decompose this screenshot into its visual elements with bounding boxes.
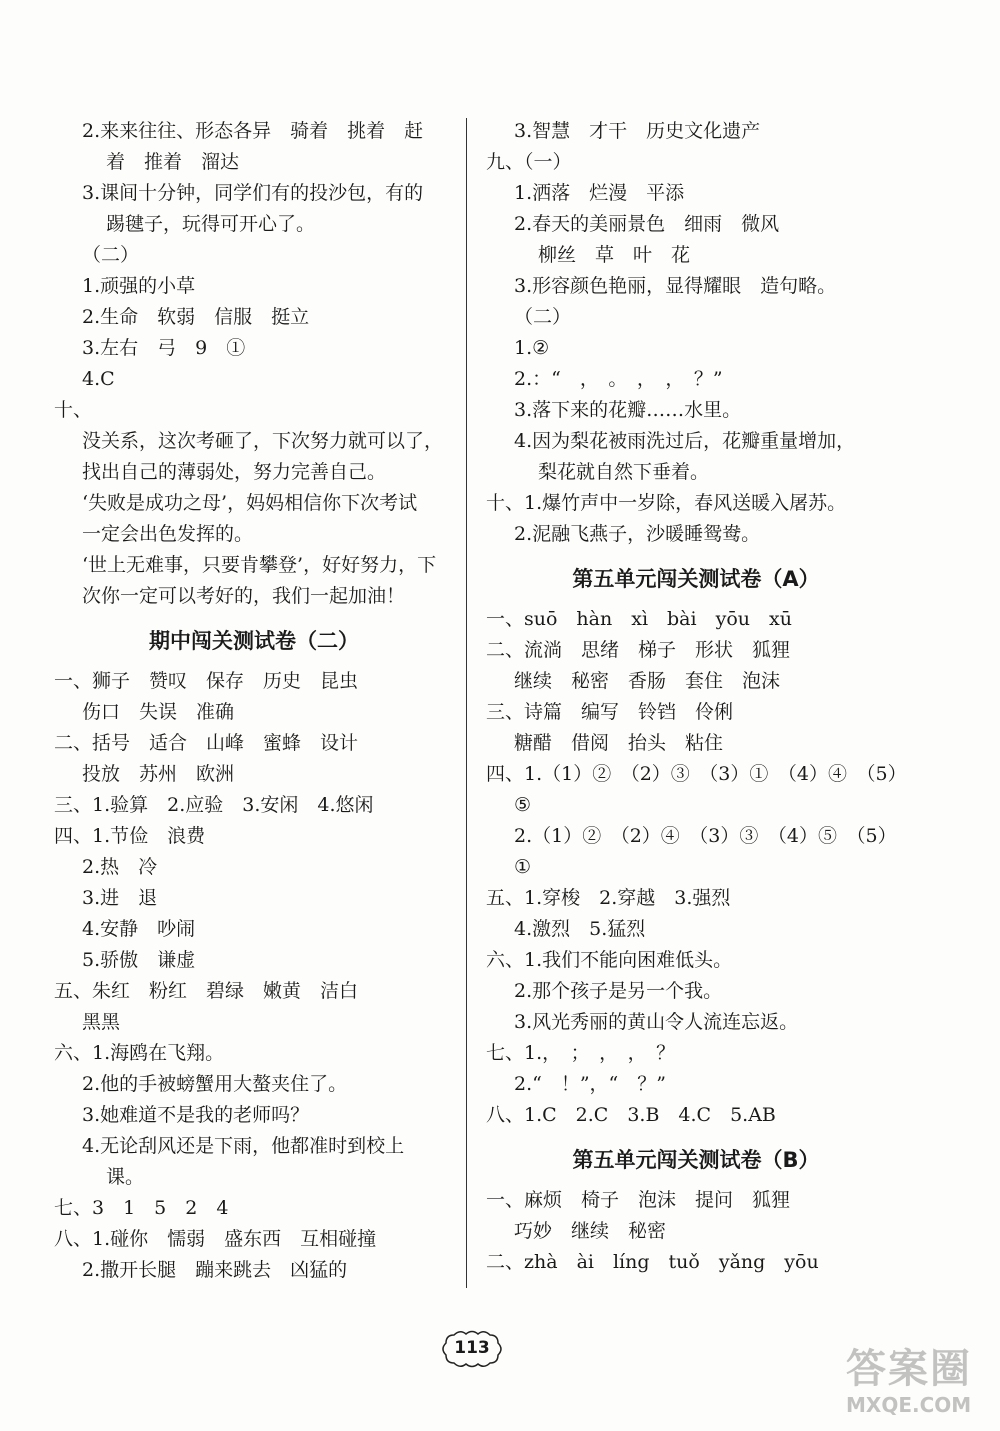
answer-line: 三、诗篇 编写 铃铛 伶俐 (486, 701, 734, 723)
answer-line: 5.骄傲 谦虚 (82, 949, 196, 971)
answer-line: 七、3 1 5 2 4 (54, 1197, 229, 1219)
page-number-badge (440, 1329, 504, 1369)
answer-line: 黑黑 (82, 1011, 121, 1033)
answer-line: 2.：“ ， 。 ， ， ？” (514, 368, 723, 390)
answer-line: 2.他的手被螃蟹用大螯夹住了。 (82, 1073, 348, 1095)
answer-line: 二、zhà ài líng tuǒ yǎng yōu (486, 1251, 819, 1273)
answer-line: 2.泥融飞燕子，沙暖睡鸳鸯。 (514, 523, 761, 545)
answer-line: 3.智慧 才干 历史文化遗产 (514, 120, 761, 142)
answer-line: 六、1.我们不能向困难低头。 (486, 949, 733, 971)
answer-line: 九、（一） (486, 151, 572, 173)
section-title: 第五单元闯关测试卷（B） (572, 1148, 820, 1172)
answer-line: 二、括号 适合 山峰 蜜蜂 设计 (54, 732, 359, 754)
answer-line: 六、1.海鸥在飞翔。 (54, 1042, 225, 1064)
answer-line: 三、1.验算 2.应验 3.安闲 4.悠闲 (54, 794, 374, 816)
column-divider (466, 118, 467, 1288)
answer-line: 3.形容颜色艳丽，显得耀眼 造句略。 (514, 275, 837, 297)
answer-line: 五、朱红 粉红 碧绿 嫩黄 洁白 (54, 980, 359, 1002)
right-column (486, 116, 906, 1278)
answer-line: 4.因为梨花被雨洗过后，花瓣重量增加， (514, 430, 856, 452)
answer-line: 投放 苏州 欧洲 (82, 763, 235, 785)
answer-line: （二） (514, 306, 572, 328)
answer-line: 柳丝 草 叶 花 (538, 244, 691, 266)
answer-line: 一、麻烦 椅子 泡沫 提问 狐狸 (486, 1189, 791, 1211)
answer-line: 踢毽子，玩得可开心了。 (106, 213, 316, 235)
answer-line: 梨花就自然下垂着。 (538, 461, 710, 483)
answer-line: 2.来来往往、形态各异 骑着 挑着 赶 (82, 120, 424, 142)
answer-line: ⑤ (514, 794, 532, 816)
answer-line: 3.进 退 (82, 887, 158, 909)
answer-line: ‘失败是成功之母’，妈妈相信你下次考试 (82, 492, 418, 514)
answer-line: ‘世上无难事，只要肯攀登’，好好努力，下 (82, 554, 437, 576)
watermark-text: 答案圈 (846, 1346, 972, 1392)
answer-line: 巧妙 继续 秘密 (514, 1220, 667, 1242)
answer-line: 找出自己的薄弱处，努力完善自己。 (82, 461, 387, 483)
answer-line: 伤口 失误 准确 (82, 701, 235, 723)
answer-line: 一定会出色发挥的。 (82, 523, 254, 545)
answer-line: 继续 秘密 香肠 套住 泡沫 (514, 670, 781, 692)
answer-line: 2.热 冷 (82, 856, 158, 878)
answer-line: 2.“ ！”，“ ？” (514, 1073, 666, 1095)
answer-line: 1.② (514, 337, 550, 359)
answer-line: 4.无论刮风还是下雨，他都准时到校上 (82, 1135, 405, 1157)
answer-line: 4.激烈 5.猛烈 (514, 918, 646, 940)
answer-line: 3.课间十分钟，同学们有的投沙包，有的 (82, 182, 424, 204)
answer-line: 二、流淌 思绪 梯子 形状 狐狸 (486, 639, 791, 661)
page-number: 113 (454, 1338, 490, 1358)
answer-line: 没关系，这次考砸了，下次努力就可以了， (82, 430, 444, 452)
answer-line: 2.撒开长腿 蹦来跳去 凶猛的 (82, 1259, 348, 1281)
section-title: 第五单元闯关测试卷（A） (572, 567, 820, 591)
answer-line: 3.她难道不是我的老师吗？ (82, 1104, 310, 1126)
answer-line: 一、suō hàn xì bài yōu xū (486, 608, 792, 630)
answer-line: 七、1.， ； ， ， ？ (486, 1042, 676, 1064)
answer-line: 四、1.（1）② （2）③ （3）① （4）④ （5） (486, 763, 907, 785)
section-title: 期中闯关测试卷（二） (149, 629, 359, 653)
answer-line: 十、 (54, 399, 93, 421)
answer-line: 八、1.碰你 懦弱 盛东西 互相碰撞 (54, 1228, 377, 1250)
answer-line: 糖醋 借阅 抬头 粘住 (514, 732, 724, 754)
answer-line: 4.C (82, 368, 115, 390)
answer-line: 3.风光秀丽的黄山令人流连忘返。 (514, 1011, 799, 1033)
watermark-logo (846, 1346, 996, 1424)
answer-line: 八、1.C 2.C 3.B 4.C 5.AB (486, 1104, 776, 1126)
answer-line: 2.春天的美丽景色 细雨 微风 (514, 213, 780, 235)
answer-line: 2.生命 软弱 信服 挺立 (82, 306, 310, 328)
answer-line: 3.左右 弓 9 ① (82, 337, 246, 359)
answer-line: （二） (82, 244, 140, 266)
answer-line: 4.安静 吵闹 (82, 918, 196, 940)
answer-line: 十、1.爆竹声中一岁除，春风送暖入屠苏。 (486, 492, 847, 514)
answer-line: 2.那个孩子是另一个我。 (514, 980, 723, 1002)
answer-line: 一、狮子 赞叹 保存 历史 昆虫 (54, 670, 359, 692)
answer-line: 1.顽强的小草 (82, 275, 196, 297)
answer-line: 课。 (106, 1166, 145, 1188)
watermark-url: MXQE.COM (846, 1393, 972, 1417)
answer-line: 着 推着 溜达 (106, 151, 240, 173)
answer-line: ① (514, 856, 532, 878)
answer-line: 四、1.节俭 浪费 (54, 825, 206, 847)
answer-line: 2.（1）② （2）④ （3）③ （4）⑤ （5） (514, 825, 897, 847)
answer-line: 次你一定可以考好的，我们一起加油！ (82, 585, 406, 607)
answer-line: 3.落下来的花瓣……水里。 (514, 399, 742, 421)
answer-line: 1.洒落 烂漫 平添 (514, 182, 685, 204)
answer-line: 五、1.穿梭 2.穿越 3.强烈 (486, 887, 731, 909)
left-column (54, 116, 454, 1286)
